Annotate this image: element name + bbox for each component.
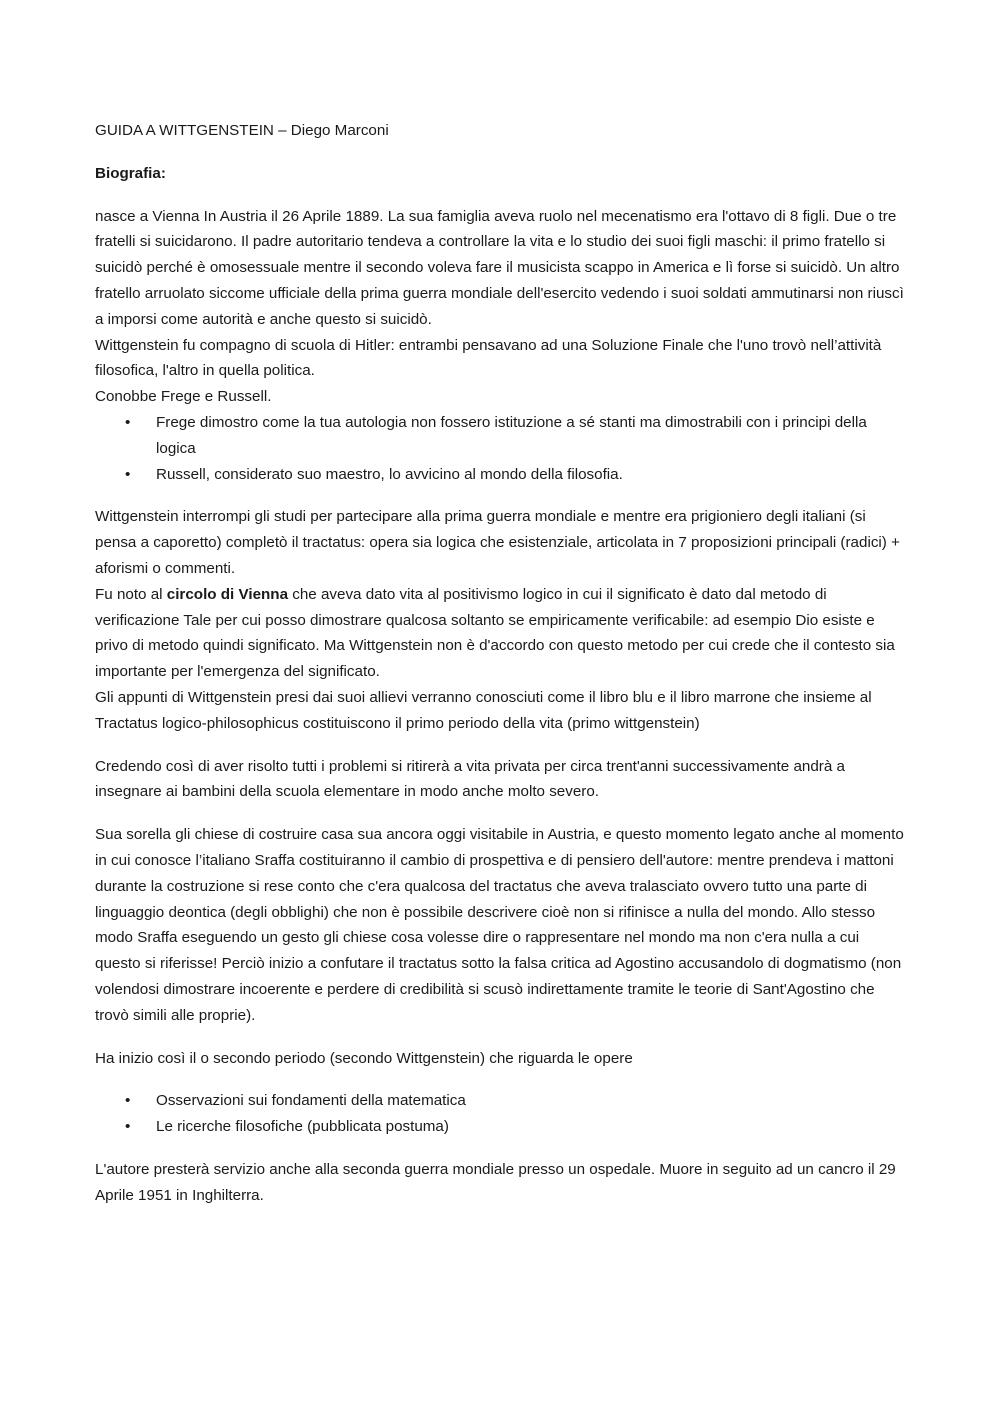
list-item: • Frege dimostro come la tua autologia non fossero istituzione a sé stanti ma dimostrabili con i principi della logica xyxy=(95,410,907,462)
document-title: GUIDA A WITTGENSTEIN – Diego Marconi xyxy=(95,122,389,139)
paragraph-vienna-circle xyxy=(95,582,907,685)
paragraph-sister-sraffa: Sua sorella gli chiese di costruire casa sua ancora oggi visitabile in Austria, e questo momento legato anche al momento in cui conosce l’italiano Sraffa costituiranno il cambio di prospettiva e di pensiero dell'autore: mentre prendeva i mattoni durante la costruzione si rese conto che c'era qualcosa del tractatus che aveva tralasciato ovvero tutto una parte di linguaggio deontica (degli obblighi) che non è possibile descrivere cioè non si rifinisce a nulla del mondo. Allo stesso modo Sraffa eseguendo un gesto gli chiese cosa volesse dire o rappresentare nel mondo ma non c'era nulla a cui questo si riferisse! Perciò inizio a confutare il tractatus sotto la falsa critica ad Agostino accusandolo di dogmatismo (non volendosi dimostrare incoerente e perdere di credibilità si scusò indirettamente tramite le teorie di Sant'Agostino che trovò simili alle proprie). xyxy=(95,826,904,1024)
paragraph-tractatus: Wittgenstein interrompi gli studi per partecipare alla prima guerra mondiale e mentre era prigioniero degli italiani (si pensa a caporetto) completò il tractatus: opera sia logica che esistenziale, articolata in 7 proposizioni principali (radici) + aforismi o commenti. xyxy=(95,508,900,577)
list-item: • Russell, considerato suo maestro, lo avvicino al mondo della filosofia. xyxy=(95,462,907,488)
paragraph-blue-brown-book: Gli appunti di Wittgenstein presi dai suoi allievi verranno conosciuti come il libro blu e il libro marrone che insieme al Tractatus logico-philosophicus costituiscono il primo periodo della vita (primo wittgenstein) xyxy=(95,688,872,732)
paragraph-hitler-school: Wittgenstein fu compagno di scuola di Hitler: entrambi pensavano ad una Soluzione Finale che l'uno trovò nell’attività filosofica, l'altro in quella politica. xyxy=(95,336,882,380)
paragraph-frege-russell: Conobbe Frege e Russell. xyxy=(95,388,272,406)
bullet-list-frege-russell xyxy=(95,410,907,487)
bullet-list-works xyxy=(95,1088,907,1140)
document-page xyxy=(95,118,907,1208)
list-item: • Le ricerche filosofiche (pubblicata postuma) xyxy=(95,1114,907,1140)
paragraph-death: L'autore presterà servizio anche alla seconda guerra mondiale presso un ospedale. Muore in seguito ad un cancro il 29 Aprile 1951 in Inghilterra. xyxy=(95,1160,896,1204)
vienna-circle-text-after: che aveva dato vita al positivismo logico in cui il significato è dato dal metodo di verificazione Tale per cui posso dimostrare qualcosa soltanto se empiricamente verificabile: ad esempio Dio esiste e privo di metodo quindi significato. Ma Wittgenstein non è d'accordo con questo metodo per cui crede che il contesto sia importante per l'emergenza del significato. xyxy=(95,585,895,681)
paragraph-retirement: Credendo così di aver risolto tutti i problemi si ritirerà a vita privata per circa trent'anni successivamente andrà a insegnare ai bambini della scuola elementare in modo anche molto severo. xyxy=(95,757,845,801)
vienna-circle-bold: circolo di Vienna xyxy=(166,585,289,603)
vienna-circle-text-before: Fu noto al xyxy=(95,585,167,603)
paragraph-second-period: Ha inizio così il o secondo periodo (secondo Wittgenstein) che riguarda le opere xyxy=(95,1049,633,1067)
list-item: • Osservazioni sui fondamenti della matematica xyxy=(95,1088,907,1114)
section-heading-biografia: Biografia: xyxy=(95,164,166,182)
paragraph-birth-family: nasce a Vienna In Austria il 26 Aprile 1889. La sua famiglia aveva ruolo nel mecenatismo era l'ottavo di 8 figli. Due o tre fratelli si suicidarono. Il padre autoritario tendeva a controllare la vita e lo studio dei suoi figli maschi: il primo fratello si suicidò perché è omosessuale mentre il secondo voleva fare il musicista scappo in America e lì forse si suicidò. Un altro fratello arruolato siccome ufficiale della prima guerra mondiale dell'esercito vedendo i suoi soldati ammutinarsi non riuscì a imporsi come autorità e anche questo si suicidò. xyxy=(95,207,904,328)
